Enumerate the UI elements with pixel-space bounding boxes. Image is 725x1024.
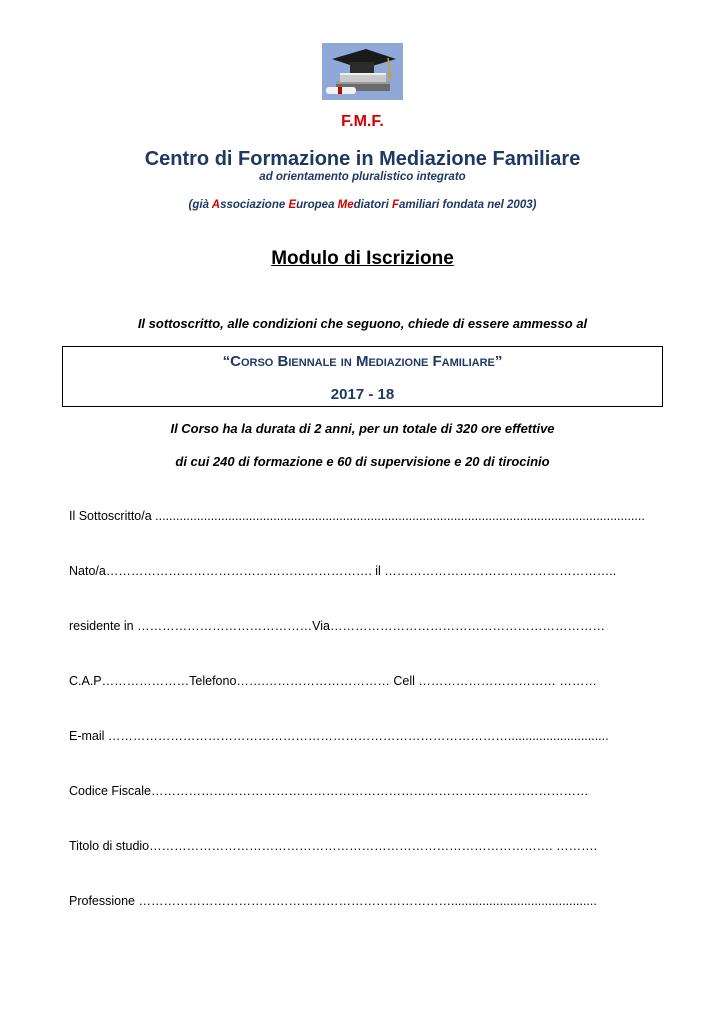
- course-name: “Corso Biennale in Mediazione Familiare”: [222, 353, 503, 370]
- field-cap-telefono-cell[interactable]: C.A.P…………………Telefono…….………………………… Cell …………………………… ………: [69, 674, 597, 688]
- initial-e: E: [288, 199, 297, 211]
- field-codice-fiscale[interactable]: Codice Fiscale……………………………………………………………………………………………: [69, 784, 589, 798]
- organization-title: Centro di Formazione in Mediazione Familiare: [144, 148, 581, 170]
- duration-line-1: Il Corso ha la durata di 2 anni, per un totale di 320 ore effettive: [170, 421, 555, 436]
- field-titolo-di-studio[interactable]: Titolo di studio……………………………………………………………………………………. ……….: [69, 839, 598, 853]
- graduation-cap-icon: [322, 43, 403, 100]
- intro-text: Il sottoscritto, alle condizioni che seguono, chiede di essere ammesso al: [137, 316, 588, 331]
- organization-subtitle: ad orientamento pluralistico integrato: [259, 171, 466, 183]
- field-sottoscritto[interactable]: Il Sottoscritto/a .............................................................................................................................................: [69, 509, 645, 523]
- field-professione[interactable]: Professione …………………………………………………………………..........................................: [69, 894, 597, 908]
- word-familiari: amiliari fondata nel 2003): [399, 199, 537, 211]
- course-year: 2017 - 18: [330, 386, 395, 403]
- word-europea: uropea: [296, 199, 338, 211]
- course-box: [62, 346, 663, 407]
- field-residente[interactable]: residente in ……………………………………Via…………………………………………………………: [69, 619, 605, 633]
- field-email[interactable]: E-mail …………………………………………………………………………………….............................: [69, 729, 609, 743]
- former-note-open: (già: [188, 199, 212, 211]
- organization-abbreviation: F.M.F.: [341, 113, 384, 130]
- initial-f: F: [392, 199, 400, 211]
- form-title: Modulo di Iscrizione: [271, 248, 454, 269]
- word-associazione: ssociazione: [220, 199, 289, 211]
- word-mediatori: diatori: [353, 199, 392, 211]
- initial-me: Me: [337, 199, 354, 211]
- field-nato[interactable]: Nato/a………………………………………………………. il ………………………………………………..: [69, 564, 617, 578]
- former-name-note: [0, 199, 725, 211]
- initial-a: A: [211, 199, 221, 211]
- duration-line-2: di cui 240 di formazione e 60 di supervisione e 20 di tirocinio: [175, 454, 550, 469]
